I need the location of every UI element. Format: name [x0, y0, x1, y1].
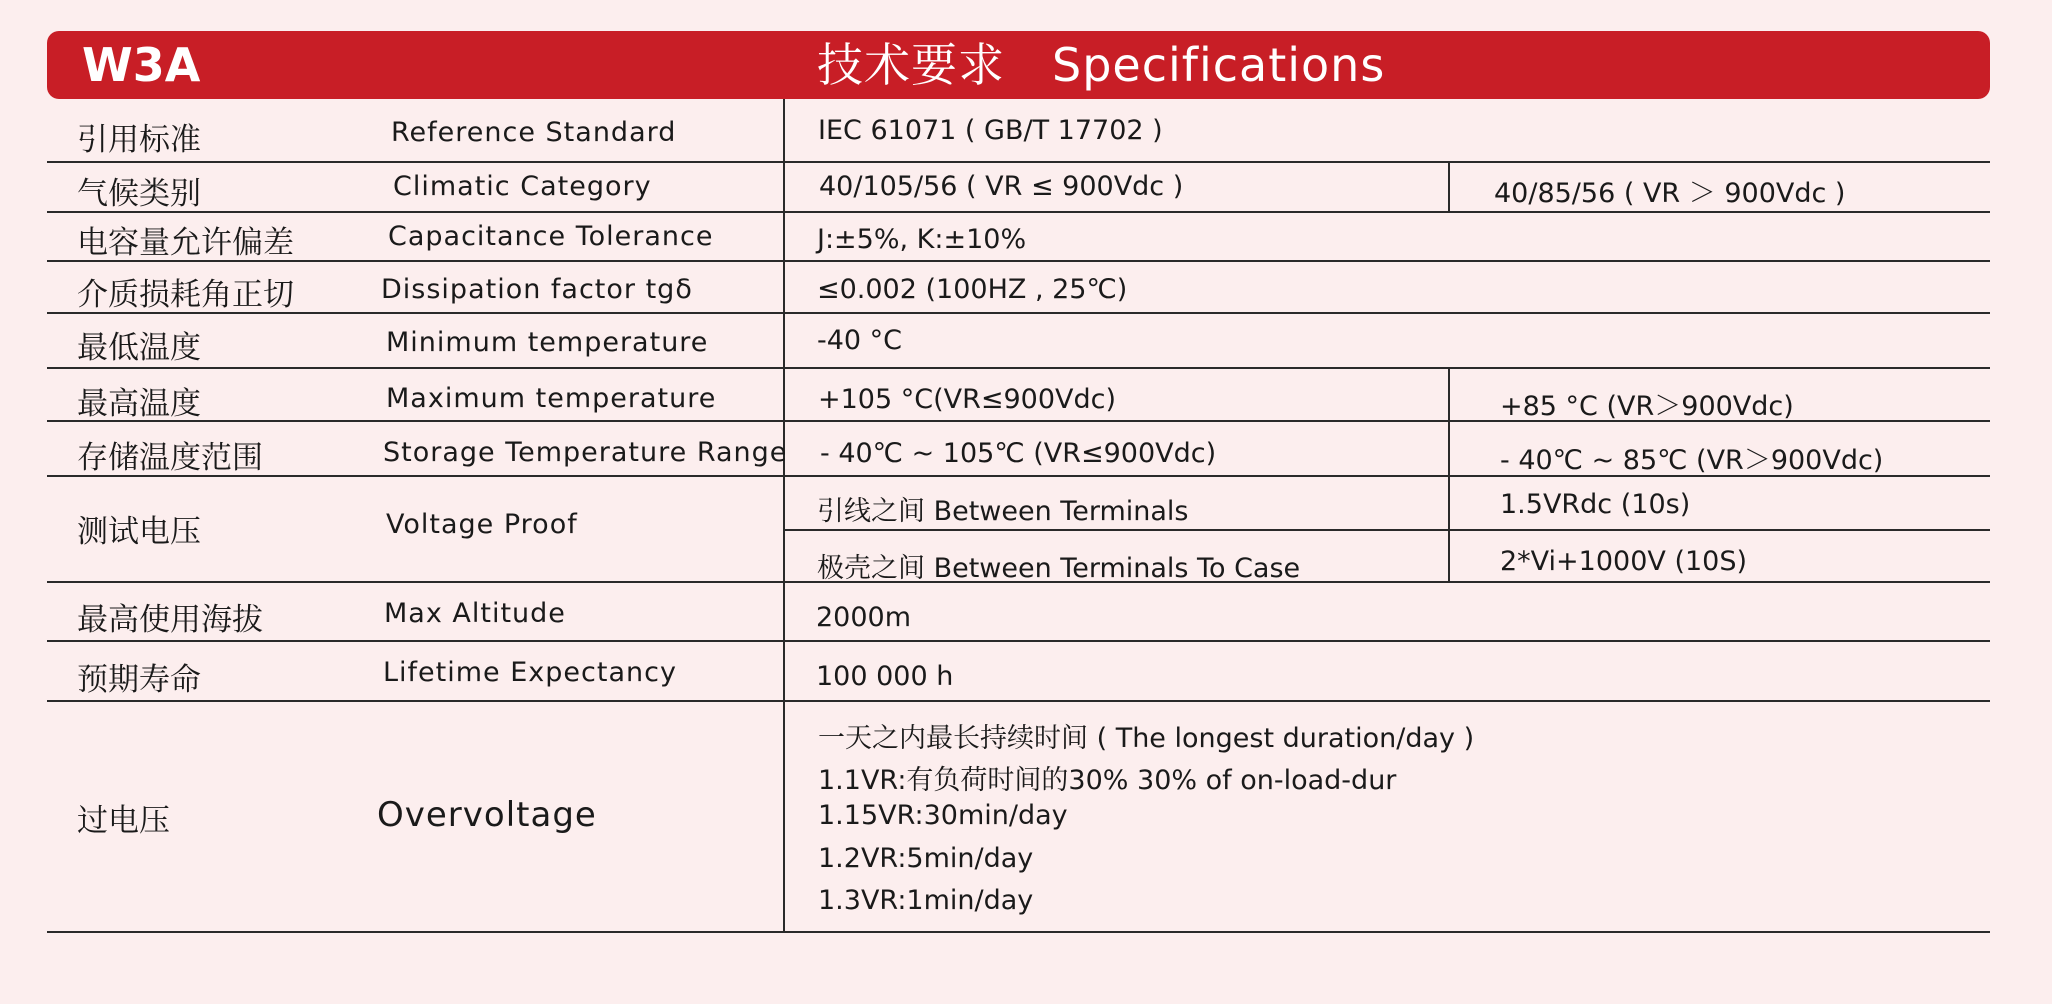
- section-title: 技术要求 Specifications: [817, 38, 1386, 92]
- row-label-zh: 过电压: [77, 803, 170, 839]
- row-value-secondary: - 40℃ ~ 85℃ (VR＞900Vdc): [1500, 445, 1884, 476]
- row-label-zh: 介质损耗角正切: [77, 277, 294, 313]
- row-divider: [47, 640, 1990, 642]
- overvoltage-line: 一天之内最长持续时间 ( The longest duration/day ): [818, 723, 1475, 754]
- row-value: ≤0.002 (100HZ , 25℃): [817, 274, 1128, 305]
- row-value: - 40℃ ~ 105℃ (VR≤900Vdc): [820, 438, 1217, 469]
- row-value: 40/105/56 ( VR ≤ 900Vdc ): [819, 171, 1184, 202]
- row-value-secondary: +85 °C (VR＞900Vdc): [1500, 391, 1794, 422]
- row-divider: [47, 700, 1990, 702]
- row-value: 2000m: [816, 602, 912, 633]
- row-label-zh: 最高温度: [77, 386, 201, 422]
- column-divider: [1448, 367, 1450, 581]
- overvoltage-line: 1.3VR:1min/day: [818, 885, 1034, 916]
- row-label-en: Storage Temperature Range: [383, 437, 788, 468]
- row-divider: [47, 211, 1990, 213]
- row-label-zh: 引用标准: [77, 122, 201, 158]
- row-divider: [47, 367, 1990, 369]
- row-divider: [47, 931, 1990, 933]
- column-divider: [1448, 161, 1450, 213]
- overvoltage-line: 1.15VR:30min/day: [818, 800, 1068, 831]
- column-divider: [783, 99, 785, 933]
- row-label-zh: 电容量允许偏差: [77, 225, 294, 261]
- row-label-en: Voltage Proof: [386, 509, 578, 540]
- row-label-en: Overvoltage: [377, 795, 597, 835]
- voltage-proof-case-value: 2*Vi+1000V (10S): [1500, 546, 1748, 577]
- row-label-zh: 预期寿命: [77, 662, 201, 698]
- header-bar: [47, 31, 1990, 99]
- row-label-en: Capacitance Tolerance: [388, 221, 714, 252]
- row-label-zh: 存储温度范围: [77, 440, 263, 476]
- row-divider: [783, 529, 1990, 531]
- row-label-zh: 最高使用海拔: [77, 602, 263, 638]
- overvoltage-line: 1.1VR:有负荷时间的30% 30% of on-load-dur: [818, 765, 1397, 796]
- row-label-en: Dissipation factor tgδ: [381, 274, 693, 305]
- row-label-en: Reference Standard: [391, 117, 677, 148]
- row-divider: [47, 161, 1990, 163]
- row-value: 100 000 h: [816, 661, 954, 692]
- voltage-proof-terminals-label: 引线之间 Between Terminals: [817, 496, 1189, 527]
- row-label-en: Climatic Category: [393, 171, 652, 202]
- row-label-en: Lifetime Expectancy: [383, 657, 677, 688]
- row-value-secondary: 40/85/56 ( VR ＞ 900Vdc ): [1494, 178, 1846, 209]
- overvoltage-line: 1.2VR:5min/day: [818, 843, 1034, 874]
- row-label-en: Maximum temperature: [386, 383, 717, 414]
- voltage-proof-case-label: 极壳之间 Between Terminals To Case: [817, 553, 1301, 584]
- row-value: IEC 61071 ( GB/T 17702 ): [818, 115, 1163, 146]
- row-label-zh: 测试电压: [77, 514, 201, 550]
- row-label-en: Minimum temperature: [386, 327, 709, 358]
- row-divider: [47, 260, 1990, 262]
- row-divider: [47, 312, 1990, 314]
- row-label-zh: 气候类别: [77, 176, 201, 212]
- row-value: J:±5%, K:±10%: [817, 224, 1027, 255]
- model-name: W3A: [82, 38, 201, 92]
- row-value: -40 °C: [817, 325, 903, 356]
- row-label-en: Max Altitude: [384, 598, 566, 629]
- row-value: +105 °C(VR≤900Vdc): [818, 384, 1117, 415]
- row-label-zh: 最低温度: [77, 330, 201, 366]
- voltage-proof-terminals-value: 1.5VRdc (10s): [1500, 489, 1691, 520]
